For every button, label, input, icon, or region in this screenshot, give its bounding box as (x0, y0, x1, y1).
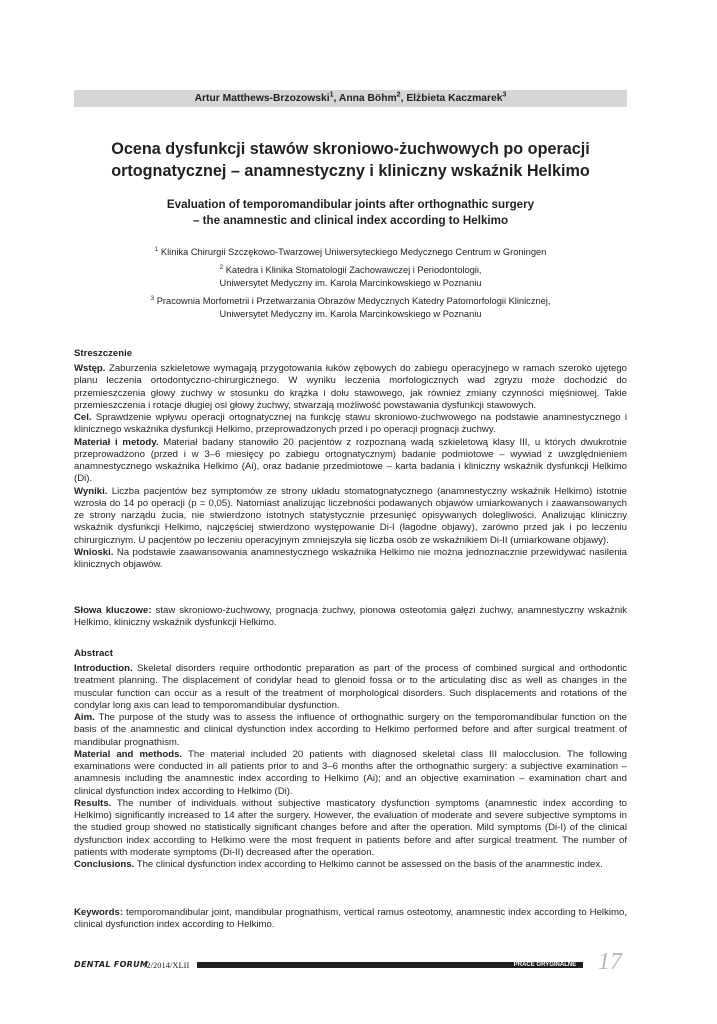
section-label: PRACE ORYGINALNE (513, 962, 577, 968)
author-affiliation-number: 3 (502, 91, 507, 99)
section-label: Wnioski. (74, 546, 114, 558)
keywords-label: Słowa kluczowe: (74, 605, 152, 616)
keywords-text: temporomandibular joint, mandibular prognathism, vertical ramus osteotomy, anamnestic index according to Helkimo, clinical dysfunction index according to Helkimo. (74, 907, 627, 931)
section-label: Results. (74, 797, 112, 809)
section-text: Na podstawie zaawansowania anamnestycznego wskaźnika Helkimo nie można jednoznacznie przewidywać nasilenia klinicznych objawów. (74, 546, 627, 570)
affiliation-line: Katedra i Klinika Stomatologii Zachowawczej i Periodontologii, (225, 265, 482, 275)
affiliation-number: 2 (219, 263, 224, 271)
abstract-section-aim (74, 412, 627, 437)
abstract-section-methods (74, 437, 627, 486)
section-text: The clinical dysfunction index according to Helkimo cannot be assessed on the basis of the anamnestic index. (136, 859, 603, 870)
keywords-polish (74, 605, 627, 630)
affiliation-number: 1 (154, 245, 159, 253)
section-label: Material and methods. (74, 748, 183, 760)
keywords-english (74, 907, 627, 932)
affiliation-line: Uniwersytet Medyczny im. Karola Marcinkowskiego w Poznaniu (219, 278, 482, 288)
abstract-section-intro (74, 663, 627, 712)
page-number: 17 (598, 949, 622, 975)
abstract-section-results (74, 486, 627, 547)
affiliation-line: Uniwersytet Medyczny im. Karola Marcinkowskiego w Poznaniu (219, 309, 482, 319)
abstract-section-results (74, 798, 627, 859)
abstract-section-conclusions (74, 859, 627, 871)
author-name: Elżbieta Kaczmarek (406, 93, 503, 104)
section-text: Sprawdzenie wpływu operacji ortognatycznej na funkcję stawu skroniowo-żuchwowego na podstawie anamnestycznego i klinicznego wskaźnika dysfunkcji Helkimo, przeprowadzonych przed i po operacji prognacji żuchwy. (74, 412, 627, 436)
section-label: Introduction. (74, 663, 133, 674)
section-label: Aim. (74, 712, 95, 723)
keywords-text: staw skroniowo-żuchwowy, prognacja żuchwy, pionowa osteotomia gałęzi żuchwy, anamnestyczny wskaźnik Helkimo, kliniczny wskaźnik dysfunkcji Helkimo. (74, 605, 627, 629)
keywords-label: Keywords: (74, 907, 124, 918)
section-text: Skeletal disorders require orthodontic preparation as part of the process of combined surgical and orthodontic treatment planning. The displacement of condylar head to glenoid fossa or to the articulating disc as well as changes in the muscular function can occur as a result of the treatment of morphological disorders. Such displacements and rotations of the condylar long axis can lead to temporomandibular dysfunction. (74, 663, 627, 711)
section-text: Liczba pacjentów bez symptomów ze strony układu stomatognatycznego (anamnestyczny wskaźnik Helkimo) istotnie wzrosła do 14 po operacji (p = 0,05). Natomiast analizując liczebności podawanych objawów umiarkowanych i zaawansowanych ze strony narządu żucia, nie stwierdzono istotnych statystycznie przesunięć opisywanych dolegliwości. Analizując kliniczny wskaźnik dysfunkcji Helkimo, najczęściej stwierdzono występowanie Di-I (łagodne objawy), zarówno przed jak i po leczeniu chirurgicznym. U pacjentów po leczeniu operacyjnym zmniejszyła się liczba osób ze wskaźnikiem Di-II (umiarkowane objawy). (74, 485, 627, 546)
section-label: Wyniki. (74, 485, 108, 497)
affiliation-1 (74, 246, 627, 259)
section-text: The purpose of the study was to assess the influence of orthognathic surgery on the temporomandibular function on the basis of the anamnestic and clinical dysfunction index according to Helkimo performed before and after surgical treatment of mandibular prognathism. (74, 712, 627, 748)
article-title-polish (74, 138, 627, 182)
section-label: Materiał i metody. (74, 436, 159, 448)
abstract-heading: Abstract (74, 648, 113, 659)
abstract-body (74, 663, 627, 871)
section-label: Cel. (74, 412, 92, 423)
journal-name: DENTAL FORUM (74, 960, 149, 969)
abstract-section-intro (74, 363, 627, 412)
affiliation-line: Klinika Chirurgii Szczękowo-Twarzowej Uniwersyteckiego Medycznego Centrum w Groningen (160, 247, 547, 257)
affiliation-2 (74, 264, 627, 290)
section-text: Materiał badany stanowiło 20 pacjentów z rozpoznaną wadą szkieletową klasy III, u których dwukrotnie przeprowadzono (przed i w 3–6 miesięcy po zabiegu ortognatycznym) badanie podmiotowe – wywiad z uwzględnieniem anamnestycznego wskaźnika Helkimo (Ai), oraz badanie przedmiotowe – karta badania i kliniczny wskaźnik dysfunkcji Helkimo (Di). (74, 436, 627, 485)
journal-issue: /2/2014/XLII (144, 960, 190, 970)
section-text: The number of individuals without subjective masticatory dysfunction symptoms (anamnestic index according to Helkimo) significantly increased to 14 after the surgery. However, the evaluation of moderate and severe subjective symptoms in the studied group showed no statistically significant changes before and after the operation. Mild symptoms (Di-I) of the clinical dysfunction index according to Helkimo were the most frequent in patients before and after surgical treatment. The number of patients with moderate symptoms (Di-II) decreased after the operation. (74, 797, 627, 858)
author-affiliation-number: 1 (329, 91, 334, 99)
abstract-section-methods (74, 749, 627, 798)
author-affiliation-number: 2 (396, 91, 401, 99)
section-text: The material included 20 patients with diagnosed skeletal class III malocclusion. The following examinations were conducted in all patients prior to and 3–6 months after the orthognathic surgery: a subjective examination – anamnesis including the anamnestic index according to Helkimo (Ai); and an objective examination – examination chart and clinical dysfunction index according to Helkimo (Di). (74, 748, 627, 797)
title-line: – the anamnestic and clinical index according to Helkimo (192, 214, 509, 227)
abstract-section-conclusions (74, 547, 627, 572)
page-footer (74, 949, 627, 975)
affiliation-number: 3 (150, 294, 155, 302)
article-title-english (74, 197, 627, 229)
abstract-section-aim (74, 712, 627, 749)
authors-band (74, 90, 627, 107)
affiliation-line: Pracownia Morfometrii i Przetwarzania Obrazów Medycznych Katedry Patomorfologii Klinicznej, (156, 296, 551, 306)
streszczenie-heading: Streszczenie (74, 348, 133, 359)
author-separator: , (400, 93, 407, 104)
author-name: Artur Matthews-Brzozowski (194, 93, 330, 104)
title-line: Evaluation of temporomandibular joints after orthognathic surgery (166, 198, 535, 211)
title-line: ortognatycznej – anamnestyczny i kliniczny wskaźnik Helkimo (111, 162, 590, 180)
author-name: Anna Böhm (338, 93, 397, 104)
section-label: Conclusions. (74, 859, 135, 870)
title-line: Ocena dysfunkcji stawów skroniowo-żuchwowych po operacji (111, 140, 590, 158)
streszczenie-body (74, 363, 627, 571)
author-separator: , (333, 93, 339, 104)
section-text: Zaburzenia szkieletowe wymagają przygotowania łuków zębowych do zabiegu operacyjnego w ramach szeroko ujętego planu leczenia ortodontyczno-chirurgicznego. W wyniku leczenia morfologicznych wad zgryzu może dochodzić do przemieszczenia głowy żuchwy w stosunku do krążka i dołu stawowego, jak również zmiany czynności mięśniowej. Takie przemieszczenia i rotacje długiej osi głowy żuchwy, stwarzają możliwość powstawania dysfunkcji stawowych. (74, 363, 627, 411)
affiliation-3 (74, 295, 627, 321)
section-label: Wstęp. (74, 363, 106, 374)
